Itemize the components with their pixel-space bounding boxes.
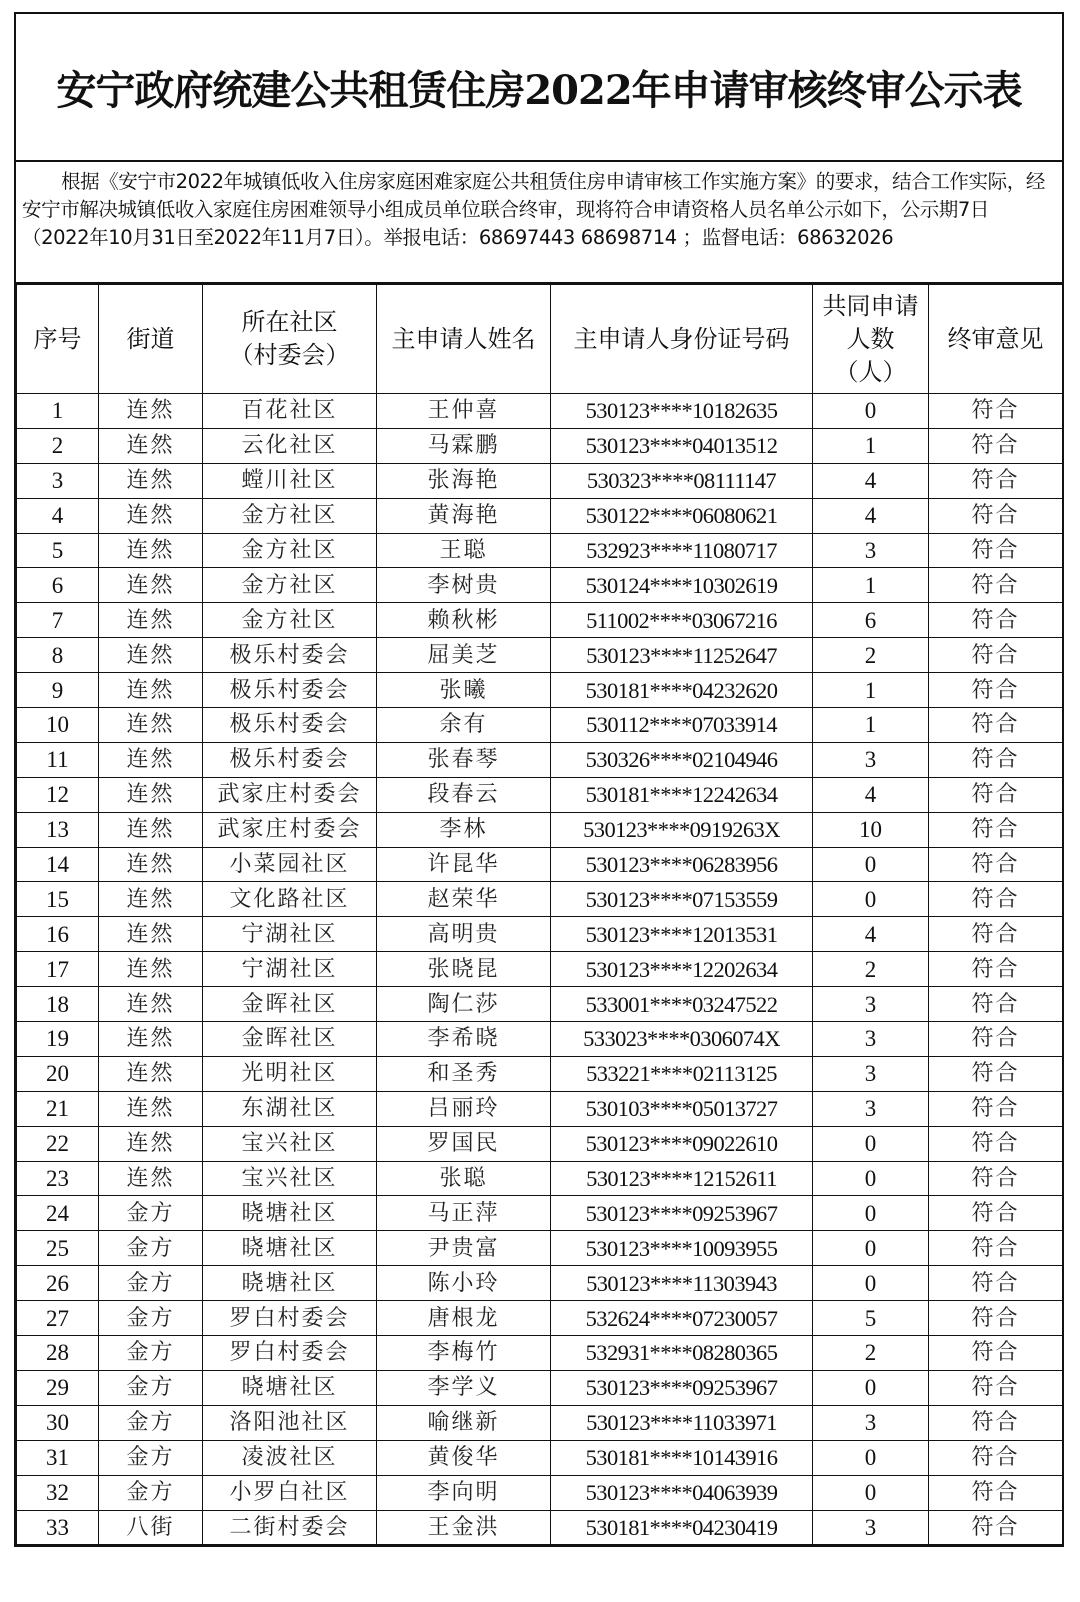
cell-street: 金方 bbox=[99, 1231, 203, 1266]
table-row bbox=[17, 1196, 1063, 1231]
cell-seq: 20 bbox=[17, 1056, 99, 1091]
table-row bbox=[17, 1336, 1063, 1371]
cell-name: 李希晓 bbox=[377, 1022, 551, 1057]
cell-street: 连然 bbox=[99, 777, 203, 812]
cell-opinion: 符合 bbox=[929, 1510, 1063, 1545]
cell-name: 王金洪 bbox=[377, 1510, 551, 1545]
cell-co: 0 bbox=[813, 1196, 929, 1231]
cell-id: 532931****08280365 bbox=[551, 1336, 813, 1371]
cell-co: 0 bbox=[813, 1161, 929, 1196]
cell-opinion: 符合 bbox=[929, 394, 1063, 429]
cell-street: 连然 bbox=[99, 882, 203, 917]
cell-street: 连然 bbox=[99, 952, 203, 987]
cell-co: 0 bbox=[813, 1266, 929, 1301]
header-name: 主申请人姓名 bbox=[377, 285, 551, 394]
cell-name: 张晓昆 bbox=[377, 952, 551, 987]
cell-street: 连然 bbox=[99, 603, 203, 638]
cell-name: 张春琴 bbox=[377, 742, 551, 777]
notice-paragraph: 根据《安宁市2022年城镇低收入住房家庭困难家庭公共租赁住房申请审核工作实施方案》的要求，结合工作实际，经安宁市解决城镇低收入家庭住房困难领导小组成员单位联合终审，现将符合申请资格人员名单公示如下，公示期7日（2022年10月31日至2022年11月7日）。举报电话：68697443 68698714 ；监督电话：68632026 bbox=[16, 162, 1062, 284]
cell-name: 高明贵 bbox=[377, 917, 551, 952]
cell-opinion: 符合 bbox=[929, 1231, 1063, 1266]
cell-id: 530103****05013727 bbox=[551, 1091, 813, 1126]
cell-seq: 26 bbox=[17, 1266, 99, 1301]
cell-community: 极乐村委会 bbox=[203, 708, 377, 743]
cell-community: 金方社区 bbox=[203, 498, 377, 533]
cell-opinion: 符合 bbox=[929, 1301, 1063, 1336]
table-row bbox=[17, 1405, 1063, 1440]
cell-street: 连然 bbox=[99, 638, 203, 673]
cell-community: 光明社区 bbox=[203, 1056, 377, 1091]
cell-id: 530112****07033914 bbox=[551, 708, 813, 743]
table-row bbox=[17, 847, 1063, 882]
cell-opinion: 符合 bbox=[929, 1196, 1063, 1231]
cell-co: 3 bbox=[813, 1510, 929, 1545]
cell-seq: 15 bbox=[17, 882, 99, 917]
cell-id: 530123****0919263X bbox=[551, 812, 813, 847]
cell-street: 连然 bbox=[99, 463, 203, 498]
cell-seq: 6 bbox=[17, 568, 99, 603]
cell-opinion: 符合 bbox=[929, 847, 1063, 882]
cell-community: 宝兴社区 bbox=[203, 1161, 377, 1196]
cell-name: 吕丽玲 bbox=[377, 1091, 551, 1126]
table-row bbox=[17, 952, 1063, 987]
cell-id: 530181****04230419 bbox=[551, 1510, 813, 1545]
cell-opinion: 符合 bbox=[929, 1056, 1063, 1091]
cell-seq: 19 bbox=[17, 1022, 99, 1057]
table-row bbox=[17, 1091, 1063, 1126]
cell-name: 许昆华 bbox=[377, 847, 551, 882]
cell-name: 王仲喜 bbox=[377, 394, 551, 429]
cell-co: 5 bbox=[813, 1301, 929, 1336]
cell-street: 连然 bbox=[99, 1022, 203, 1057]
cell-co: 0 bbox=[813, 882, 929, 917]
table-row bbox=[17, 1126, 1063, 1161]
title-box bbox=[16, 14, 1062, 162]
table-row bbox=[17, 673, 1063, 708]
cell-seq: 23 bbox=[17, 1161, 99, 1196]
cell-name: 和圣秀 bbox=[377, 1056, 551, 1091]
table-row bbox=[17, 812, 1063, 847]
cell-opinion: 符合 bbox=[929, 1161, 1063, 1196]
cell-community: 螳川社区 bbox=[203, 463, 377, 498]
table-row bbox=[17, 394, 1063, 429]
cell-seq: 5 bbox=[17, 533, 99, 568]
cell-name: 余有 bbox=[377, 708, 551, 743]
cell-co: 3 bbox=[813, 1022, 929, 1057]
cell-name: 张聪 bbox=[377, 1161, 551, 1196]
cell-seq: 24 bbox=[17, 1196, 99, 1231]
cell-street: 连然 bbox=[99, 1126, 203, 1161]
cell-co: 6 bbox=[813, 603, 929, 638]
cell-street: 连然 bbox=[99, 568, 203, 603]
cell-name: 马霖鹏 bbox=[377, 428, 551, 463]
cell-co: 0 bbox=[813, 1475, 929, 1510]
cell-id: 533221****02113125 bbox=[551, 1056, 813, 1091]
cell-street: 连然 bbox=[99, 394, 203, 429]
cell-opinion: 符合 bbox=[929, 1091, 1063, 1126]
cell-co: 4 bbox=[813, 498, 929, 533]
cell-co: 3 bbox=[813, 533, 929, 568]
cell-name: 李向明 bbox=[377, 1475, 551, 1510]
table-row bbox=[17, 882, 1063, 917]
table-row bbox=[17, 1510, 1063, 1545]
table-row bbox=[17, 1161, 1063, 1196]
cell-opinion: 符合 bbox=[929, 917, 1063, 952]
cell-name: 王聪 bbox=[377, 533, 551, 568]
cell-opinion: 符合 bbox=[929, 777, 1063, 812]
cell-seq: 33 bbox=[17, 1510, 99, 1545]
cell-id: 533001****03247522 bbox=[551, 987, 813, 1022]
cell-name: 李林 bbox=[377, 812, 551, 847]
cell-name: 陶仁莎 bbox=[377, 987, 551, 1022]
cell-seq: 25 bbox=[17, 1231, 99, 1266]
cell-co: 2 bbox=[813, 952, 929, 987]
cell-street: 连然 bbox=[99, 987, 203, 1022]
cell-community: 武家庄村委会 bbox=[203, 777, 377, 812]
cell-seq: 2 bbox=[17, 428, 99, 463]
cell-street: 金方 bbox=[99, 1336, 203, 1371]
table-body bbox=[17, 394, 1063, 1545]
header-co-line3: （人） bbox=[834, 357, 907, 386]
table-row bbox=[17, 428, 1063, 463]
cell-id: 530123****04063939 bbox=[551, 1475, 813, 1510]
cell-community: 金方社区 bbox=[203, 568, 377, 603]
cell-community: 晓塘社区 bbox=[203, 1370, 377, 1405]
cell-id: 530181****12242634 bbox=[551, 777, 813, 812]
cell-co: 1 bbox=[813, 708, 929, 743]
cell-community: 极乐村委会 bbox=[203, 742, 377, 777]
public-notice-sheet bbox=[14, 12, 1064, 1547]
cell-street: 连然 bbox=[99, 917, 203, 952]
cell-community: 宝兴社区 bbox=[203, 1126, 377, 1161]
cell-seq: 1 bbox=[17, 394, 99, 429]
cell-co: 1 bbox=[813, 568, 929, 603]
cell-name: 李学义 bbox=[377, 1370, 551, 1405]
cell-name: 陈小玲 bbox=[377, 1266, 551, 1301]
cell-opinion: 符合 bbox=[929, 708, 1063, 743]
cell-opinion: 符合 bbox=[929, 1126, 1063, 1161]
cell-co: 3 bbox=[813, 987, 929, 1022]
cell-name: 屈美芝 bbox=[377, 638, 551, 673]
cell-name: 罗国民 bbox=[377, 1126, 551, 1161]
cell-community: 二街村委会 bbox=[203, 1510, 377, 1545]
cell-id: 530123****11033971 bbox=[551, 1405, 813, 1440]
cell-seq: 8 bbox=[17, 638, 99, 673]
cell-opinion: 符合 bbox=[929, 638, 1063, 673]
cell-opinion: 符合 bbox=[929, 1475, 1063, 1510]
table-row bbox=[17, 1440, 1063, 1475]
cell-id: 511002****03067216 bbox=[551, 603, 813, 638]
table-row bbox=[17, 987, 1063, 1022]
table-row bbox=[17, 463, 1063, 498]
cell-street: 连然 bbox=[99, 1161, 203, 1196]
cell-opinion: 符合 bbox=[929, 882, 1063, 917]
cell-street: 金方 bbox=[99, 1266, 203, 1301]
table-row bbox=[17, 1301, 1063, 1336]
cell-co: 0 bbox=[813, 1440, 929, 1475]
cell-id: 530123****12202634 bbox=[551, 952, 813, 987]
cell-street: 金方 bbox=[99, 1475, 203, 1510]
cell-name: 唐根龙 bbox=[377, 1301, 551, 1336]
cell-opinion: 符合 bbox=[929, 463, 1063, 498]
cell-co: 10 bbox=[813, 812, 929, 847]
cell-co: 3 bbox=[813, 1091, 929, 1126]
cell-street: 八街 bbox=[99, 1510, 203, 1545]
cell-community: 晓塘社区 bbox=[203, 1231, 377, 1266]
cell-seq: 27 bbox=[17, 1301, 99, 1336]
cell-community: 武家庄村委会 bbox=[203, 812, 377, 847]
cell-street: 连然 bbox=[99, 673, 203, 708]
cell-name: 段春云 bbox=[377, 777, 551, 812]
table-row bbox=[17, 1370, 1063, 1405]
cell-name: 张曦 bbox=[377, 673, 551, 708]
cell-id: 532923****11080717 bbox=[551, 533, 813, 568]
cell-street: 连然 bbox=[99, 708, 203, 743]
table-row bbox=[17, 498, 1063, 533]
cell-street: 连然 bbox=[99, 428, 203, 463]
cell-co: 0 bbox=[813, 1126, 929, 1161]
cell-street: 金方 bbox=[99, 1405, 203, 1440]
cell-name: 喻继新 bbox=[377, 1405, 551, 1440]
cell-street: 连然 bbox=[99, 812, 203, 847]
table-row bbox=[17, 708, 1063, 743]
cell-opinion: 符合 bbox=[929, 428, 1063, 463]
cell-community: 云化社区 bbox=[203, 428, 377, 463]
cell-name: 黄俊华 bbox=[377, 1440, 551, 1475]
cell-seq: 30 bbox=[17, 1405, 99, 1440]
cell-street: 金方 bbox=[99, 1370, 203, 1405]
cell-id: 530123****07153559 bbox=[551, 882, 813, 917]
cell-id: 530323****08111147 bbox=[551, 463, 813, 498]
table-row bbox=[17, 1056, 1063, 1091]
cell-seq: 22 bbox=[17, 1126, 99, 1161]
cell-opinion: 符合 bbox=[929, 673, 1063, 708]
cell-seq: 31 bbox=[17, 1440, 99, 1475]
cell-name: 李梅竹 bbox=[377, 1336, 551, 1371]
cell-street: 金方 bbox=[99, 1440, 203, 1475]
cell-name: 马正萍 bbox=[377, 1196, 551, 1231]
cell-community: 极乐村委会 bbox=[203, 673, 377, 708]
cell-seq: 17 bbox=[17, 952, 99, 987]
page-title: 安宁政府统建公共租赁住房2022年申请审核终审公示表 bbox=[56, 66, 1022, 114]
header-seq: 序号 bbox=[17, 285, 99, 394]
cell-co: 3 bbox=[813, 1056, 929, 1091]
cell-id: 530123****11252647 bbox=[551, 638, 813, 673]
table-row bbox=[17, 917, 1063, 952]
cell-name: 尹贵富 bbox=[377, 1231, 551, 1266]
cell-opinion: 符合 bbox=[929, 812, 1063, 847]
cell-co: 1 bbox=[813, 673, 929, 708]
cell-seq: 12 bbox=[17, 777, 99, 812]
cell-seq: 3 bbox=[17, 463, 99, 498]
cell-seq: 29 bbox=[17, 1370, 99, 1405]
cell-co: 0 bbox=[813, 394, 929, 429]
table-row bbox=[17, 1266, 1063, 1301]
cell-community: 金晖社区 bbox=[203, 1022, 377, 1057]
table-row bbox=[17, 533, 1063, 568]
cell-community: 金方社区 bbox=[203, 603, 377, 638]
cell-seq: 7 bbox=[17, 603, 99, 638]
cell-id: 530123****11303943 bbox=[551, 1266, 813, 1301]
header-co-line2: 人数 bbox=[846, 324, 895, 353]
cell-community: 罗白村委会 bbox=[203, 1336, 377, 1371]
header-community-line1: 所在社区 bbox=[241, 308, 338, 336]
cell-community: 晓塘社区 bbox=[203, 1266, 377, 1301]
cell-community: 极乐村委会 bbox=[203, 638, 377, 673]
cell-co: 3 bbox=[813, 1405, 929, 1440]
cell-id: 530181****10143916 bbox=[551, 1440, 813, 1475]
cell-seq: 28 bbox=[17, 1336, 99, 1371]
cell-community: 小罗白社区 bbox=[203, 1475, 377, 1510]
cell-id: 530326****02104946 bbox=[551, 742, 813, 777]
cell-community: 晓塘社区 bbox=[203, 1196, 377, 1231]
cell-seq: 21 bbox=[17, 1091, 99, 1126]
cell-co: 0 bbox=[813, 1370, 929, 1405]
table-row bbox=[17, 638, 1063, 673]
table-row bbox=[17, 777, 1063, 812]
cell-street: 连然 bbox=[99, 498, 203, 533]
cell-co: 0 bbox=[813, 1231, 929, 1266]
cell-seq: 11 bbox=[17, 742, 99, 777]
cell-seq: 13 bbox=[17, 812, 99, 847]
cell-seq: 4 bbox=[17, 498, 99, 533]
cell-id: 530123****09253967 bbox=[551, 1370, 813, 1405]
cell-id: 530124****10302619 bbox=[551, 568, 813, 603]
cell-id: 530123****09022610 bbox=[551, 1126, 813, 1161]
cell-community: 洛阳池社区 bbox=[203, 1405, 377, 1440]
cell-street: 金方 bbox=[99, 1196, 203, 1231]
cell-co: 4 bbox=[813, 777, 929, 812]
table-header-row bbox=[17, 285, 1063, 394]
cell-opinion: 符合 bbox=[929, 568, 1063, 603]
cell-opinion: 符合 bbox=[929, 1266, 1063, 1301]
table-row bbox=[17, 568, 1063, 603]
cell-name: 黄海艳 bbox=[377, 498, 551, 533]
cell-community: 东湖社区 bbox=[203, 1091, 377, 1126]
cell-community: 凌波社区 bbox=[203, 1440, 377, 1475]
cell-opinion: 符合 bbox=[929, 952, 1063, 987]
cell-street: 金方 bbox=[99, 1301, 203, 1336]
cell-name: 张海艳 bbox=[377, 463, 551, 498]
cell-community: 宁湖社区 bbox=[203, 952, 377, 987]
cell-community: 小菜园社区 bbox=[203, 847, 377, 882]
cell-seq: 14 bbox=[17, 847, 99, 882]
cell-opinion: 符合 bbox=[929, 742, 1063, 777]
cell-community: 金方社区 bbox=[203, 533, 377, 568]
header-street: 街道 bbox=[99, 285, 203, 394]
cell-id: 530123****09253967 bbox=[551, 1196, 813, 1231]
cell-co: 0 bbox=[813, 847, 929, 882]
cell-co: 4 bbox=[813, 463, 929, 498]
header-opinion: 终审意见 bbox=[929, 285, 1063, 394]
cell-co: 3 bbox=[813, 742, 929, 777]
cell-name: 赵荣华 bbox=[377, 882, 551, 917]
table-row bbox=[17, 742, 1063, 777]
cell-opinion: 符合 bbox=[929, 498, 1063, 533]
cell-co: 2 bbox=[813, 1336, 929, 1371]
cell-id: 530123****12152611 bbox=[551, 1161, 813, 1196]
cell-community: 文化路社区 bbox=[203, 882, 377, 917]
cell-street: 连然 bbox=[99, 847, 203, 882]
cell-street: 连然 bbox=[99, 742, 203, 777]
header-co-applicants bbox=[813, 285, 929, 394]
cell-seq: 9 bbox=[17, 673, 99, 708]
cell-opinion: 符合 bbox=[929, 1405, 1063, 1440]
cell-co: 4 bbox=[813, 917, 929, 952]
cell-opinion: 符合 bbox=[929, 533, 1063, 568]
cell-name: 赖秋彬 bbox=[377, 603, 551, 638]
cell-community: 金晖社区 bbox=[203, 987, 377, 1022]
cell-street: 连然 bbox=[99, 1056, 203, 1091]
table-row bbox=[17, 1022, 1063, 1057]
table-row bbox=[17, 1231, 1063, 1266]
cell-opinion: 符合 bbox=[929, 1336, 1063, 1371]
header-community-line2: （村委会） bbox=[229, 341, 350, 369]
cell-community: 宁湖社区 bbox=[203, 917, 377, 952]
cell-seq: 18 bbox=[17, 987, 99, 1022]
cell-id: 533023****0306074X bbox=[551, 1022, 813, 1057]
cell-name: 李树贵 bbox=[377, 568, 551, 603]
cell-id: 530123****06283956 bbox=[551, 847, 813, 882]
cell-opinion: 符合 bbox=[929, 987, 1063, 1022]
applicant-table bbox=[16, 284, 1063, 1545]
header-community bbox=[203, 285, 377, 394]
cell-street: 连然 bbox=[99, 533, 203, 568]
cell-opinion: 符合 bbox=[929, 603, 1063, 638]
cell-id: 530123****10093955 bbox=[551, 1231, 813, 1266]
cell-id: 530122****06080621 bbox=[551, 498, 813, 533]
cell-seq: 32 bbox=[17, 1475, 99, 1510]
cell-co: 2 bbox=[813, 638, 929, 673]
cell-id: 530123****12013531 bbox=[551, 917, 813, 952]
cell-opinion: 符合 bbox=[929, 1370, 1063, 1405]
header-co-line1: 共同申请 bbox=[822, 291, 919, 320]
cell-co: 1 bbox=[813, 428, 929, 463]
cell-seq: 16 bbox=[17, 917, 99, 952]
cell-seq: 10 bbox=[17, 708, 99, 743]
table-row bbox=[17, 603, 1063, 638]
header-id: 主申请人身份证号码 bbox=[551, 285, 813, 394]
cell-community: 百花社区 bbox=[203, 394, 377, 429]
cell-id: 530123****10182635 bbox=[551, 394, 813, 429]
cell-opinion: 符合 bbox=[929, 1440, 1063, 1475]
table-row bbox=[17, 1475, 1063, 1510]
cell-street: 连然 bbox=[99, 1091, 203, 1126]
cell-opinion: 符合 bbox=[929, 1022, 1063, 1057]
cell-id: 530181****04232620 bbox=[551, 673, 813, 708]
cell-id: 530123****04013512 bbox=[551, 428, 813, 463]
cell-community: 罗白村委会 bbox=[203, 1301, 377, 1336]
cell-id: 532624****07230057 bbox=[551, 1301, 813, 1336]
